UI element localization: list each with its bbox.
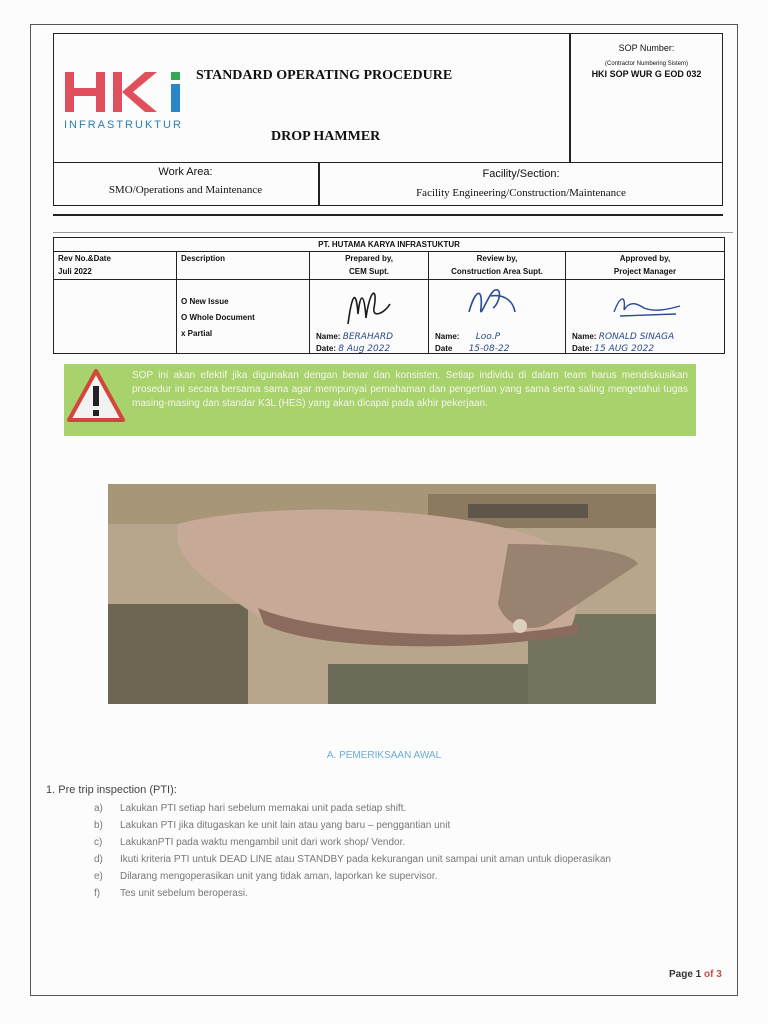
prepared-label: Prepared by, [345, 254, 393, 263]
prepared-sign-cell [310, 280, 429, 354]
page-number-total: of 3 [704, 969, 722, 980]
list-item-text: Dilarang mengoperasikan unit yang tidak aman, laporkan ke supervisor. [120, 871, 438, 882]
revision-company: PT. HUTAMA KARYA INFRASTUKTUR [54, 238, 725, 252]
rev-date-value: Juli 2022 [58, 267, 92, 276]
review-label: Review by, [476, 254, 518, 263]
company-subtitle: INFRASTRUKTUR [64, 119, 183, 131]
review-date-row [435, 344, 509, 354]
review-role: Construction Area Supt. [451, 267, 543, 276]
list-item [94, 851, 611, 868]
review-signature-icon [463, 282, 519, 328]
approved-sign-cell [566, 280, 725, 354]
revision-empty-cell [54, 280, 177, 354]
sop-number-label: SOP Number: [618, 43, 675, 53]
desc-whole-document: O Whole Document [181, 313, 255, 322]
sop-title: STANDARD OPERATING PROCEDURE [196, 68, 453, 83]
review-name-value: Loo.P [475, 332, 501, 342]
pti-list [94, 800, 611, 902]
facility-label: Facility/Section: [482, 168, 560, 180]
page-number-label: Page 1 [669, 969, 702, 980]
work-area-value: SMO/Operations and Maintenance [108, 184, 263, 196]
list-item-text: Tes unit sebelum beroperasi. [120, 888, 248, 899]
sop-number-value: HKI SOP WUR G EOD 032 [591, 69, 702, 79]
review-name-row [435, 332, 500, 342]
revision-col-approved [566, 252, 725, 280]
prepared-name-value: BERAHARD [342, 332, 394, 342]
approved-date-label: Date: [572, 344, 593, 353]
approved-role: Project Manager [613, 267, 677, 276]
list-item-letter: f) [94, 888, 101, 899]
section-title: A. PEMERIKSAAN AWAL [326, 750, 442, 761]
prepared-date-row [316, 344, 390, 354]
prepared-date-value: 8 Aug 2022 [338, 344, 391, 354]
document-title: DROP HAMMER [271, 129, 381, 144]
page-number [669, 969, 722, 980]
revision-col-description: Description [177, 252, 310, 280]
revision-col-review [429, 252, 566, 280]
approved-signature-icon [610, 290, 686, 320]
list-item-text: Lakukan PTI setiap hari sebelum memakai unit pada setiap shift. [120, 803, 407, 814]
approved-date-value: 15 AUG 2022 [594, 344, 655, 354]
approved-name-value: RONALD SINAGA [598, 332, 675, 342]
list-item-letter: c) [94, 837, 103, 848]
work-area-label: Work Area: [158, 166, 213, 178]
drop-hammer-photo [108, 484, 656, 704]
revision-table [53, 237, 725, 354]
list-item [94, 817, 611, 834]
revision-col-prepared [310, 252, 429, 280]
revision-col-rev [54, 252, 177, 280]
revision-description-cell [177, 280, 310, 354]
desc-partial: x Partial [181, 329, 213, 338]
list-item-text: Ikuti kriteria PTI untuk DEAD LINE atau STANDBY pada kekurangan unit sampai unit aman untuk dioperasikan [120, 854, 611, 865]
desc-new-issue: O New Issue [181, 297, 229, 306]
list-item [94, 800, 611, 817]
review-name-label: Name: [435, 332, 460, 341]
list-item-text: LakukanPTI pada waktu mengambil unit dari work shop/ Vendor. [120, 837, 406, 848]
list-item-letter: a) [94, 803, 103, 814]
prepared-date-label: Date: [316, 344, 337, 353]
approved-date-row [572, 344, 654, 354]
list-item-letter: d) [94, 854, 103, 865]
separator-line [53, 214, 723, 216]
approved-name-row [572, 332, 674, 342]
review-date-value: 15-08-22 [468, 344, 510, 354]
review-date-label: Date [435, 344, 453, 353]
list-item [94, 868, 611, 885]
col-rev-label: Rev No.&Date [58, 254, 111, 263]
prepared-role: CEM Supt. [349, 267, 389, 276]
hki-logo-icon [65, 70, 185, 114]
prepared-name-label: Name: [316, 332, 341, 341]
sop-number-subtitle: (Contractor Numbering Sistem) [604, 61, 689, 67]
list-item [94, 834, 611, 851]
list-item-letter: e) [94, 871, 103, 882]
separator-thin-line [53, 232, 733, 233]
list-item [94, 885, 611, 902]
prepared-signature-icon [344, 284, 394, 330]
approved-label: Approved by, [619, 254, 671, 263]
warning-text: SOP ini akan efektif jika digunakan dengan benar dan konsisten. Setiap individu di dalam team harus mendiskusikan prosedur ini secara bersama sama agar mempunyai pemahaman dan pengertian yang sama serta saling mengetahui tugas masing-masing dan standar K3L (HES) yang akan dicapai pada akhir pekerjaan. [132, 370, 688, 409]
review-sign-cell [429, 280, 566, 354]
list-item-text: Lakukan PTI jika ditugaskan ke unit lain atau yang baru – penggantian unit [120, 820, 451, 831]
warning-triangle-icon [66, 368, 126, 424]
pti-heading: 1. Pre trip inspection (PTI): [46, 784, 177, 796]
facility-value: Facility Engineering/Construction/Maintenance [416, 187, 626, 199]
list-item-letter: b) [94, 820, 103, 831]
approved-name-label: Name: [572, 332, 597, 341]
prepared-name-row [316, 332, 393, 342]
